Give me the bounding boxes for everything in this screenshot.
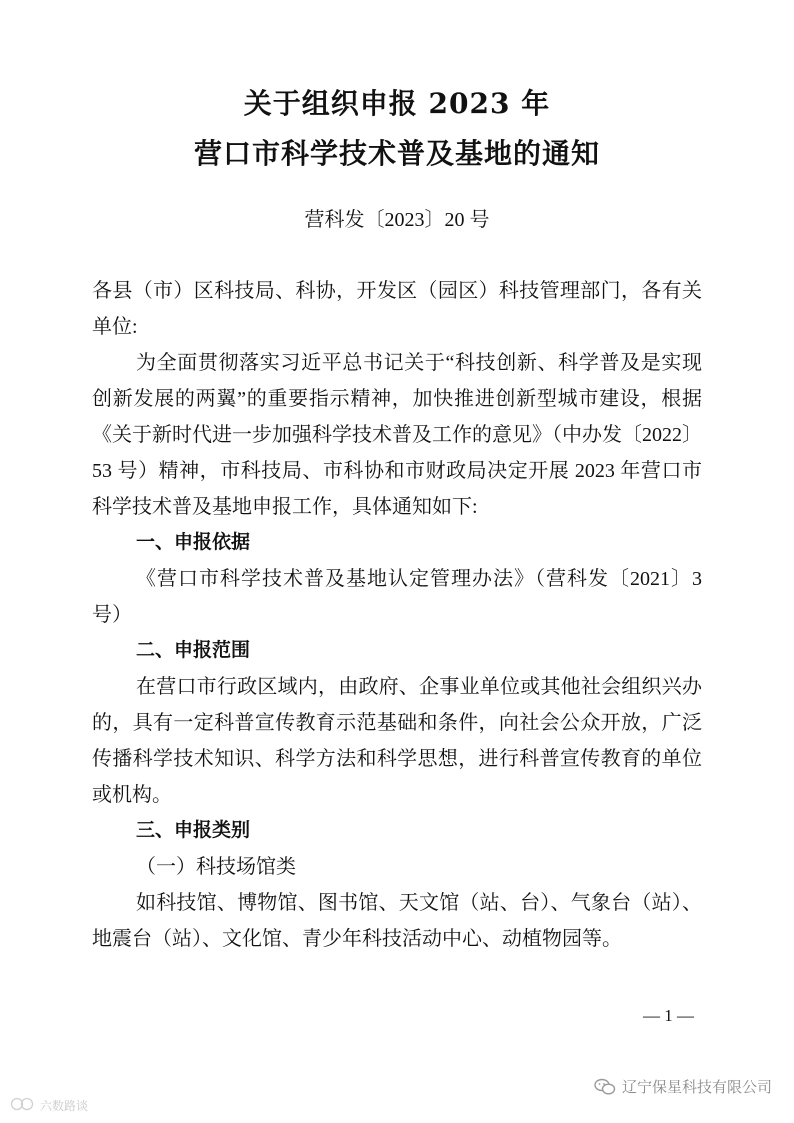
watermark-account: 辽宁保星科技有限公司 [621, 1078, 772, 1096]
document-number: 营科发〔2023〕20 号 [304, 209, 490, 231]
circle-logo-icon [10, 1097, 36, 1114]
page-number: — 1 — [643, 1006, 694, 1025]
source-watermark [10, 1097, 88, 1114]
document-body [92, 273, 702, 957]
source-label: 六数路谈 [40, 1099, 89, 1113]
section-1-text: 《营口市科学技术普及基地认定管理办法》（营科发〔2021〕3号） [92, 568, 702, 626]
section-3-subheading: （一）科技场馆类 [136, 856, 296, 878]
title-line-2: 营口市科学技术普及基地的通知 [193, 137, 600, 170]
intro-paragraph: 为全面贯彻落实习近平总书记关于“科技创新、科学普及是实现创新发展的两翼”的重要指示精神，加快推进创新型城市建设，根据《关于新时代进一步加强科学技术普及工作的意见》（中办发〔2022〕53 号）精神，市科技局、市科协和市财政局决定开展 2023 年营口市科学技术普及基地申报工作，具体通知如下: [92, 352, 702, 518]
wechat-watermark [594, 1076, 772, 1097]
salutation: 各县（市）区科技局、科协，开发区（园区）科技管理部门，各有关单位: [92, 280, 702, 338]
section-2-heading: 二、申报范围 [136, 640, 251, 661]
section-1-heading: 一、申报依据 [136, 532, 251, 553]
section-3-text: 如科技馆、博物馆、图书馆、天文馆（站、台）、气象台（站）、地震台（站）、文化馆、青少年科技活动中心、动植物园等。 [92, 892, 702, 950]
wechat-icon [594, 1078, 616, 1096]
section-2-text: 在营口市行政区域内，由政府、企事业单位或其他社会组织兴办的，具有一定科普宣传教育示范基础和条件，向社会公众开放，广泛传播科学技术知识、科学方法和科学思想，进行科普宣传教育的单位或机构。 [92, 676, 702, 806]
title-line-1: 关于组织申报 2023 年 [243, 87, 551, 120]
section-3-heading: 三、申报类别 [136, 820, 251, 841]
